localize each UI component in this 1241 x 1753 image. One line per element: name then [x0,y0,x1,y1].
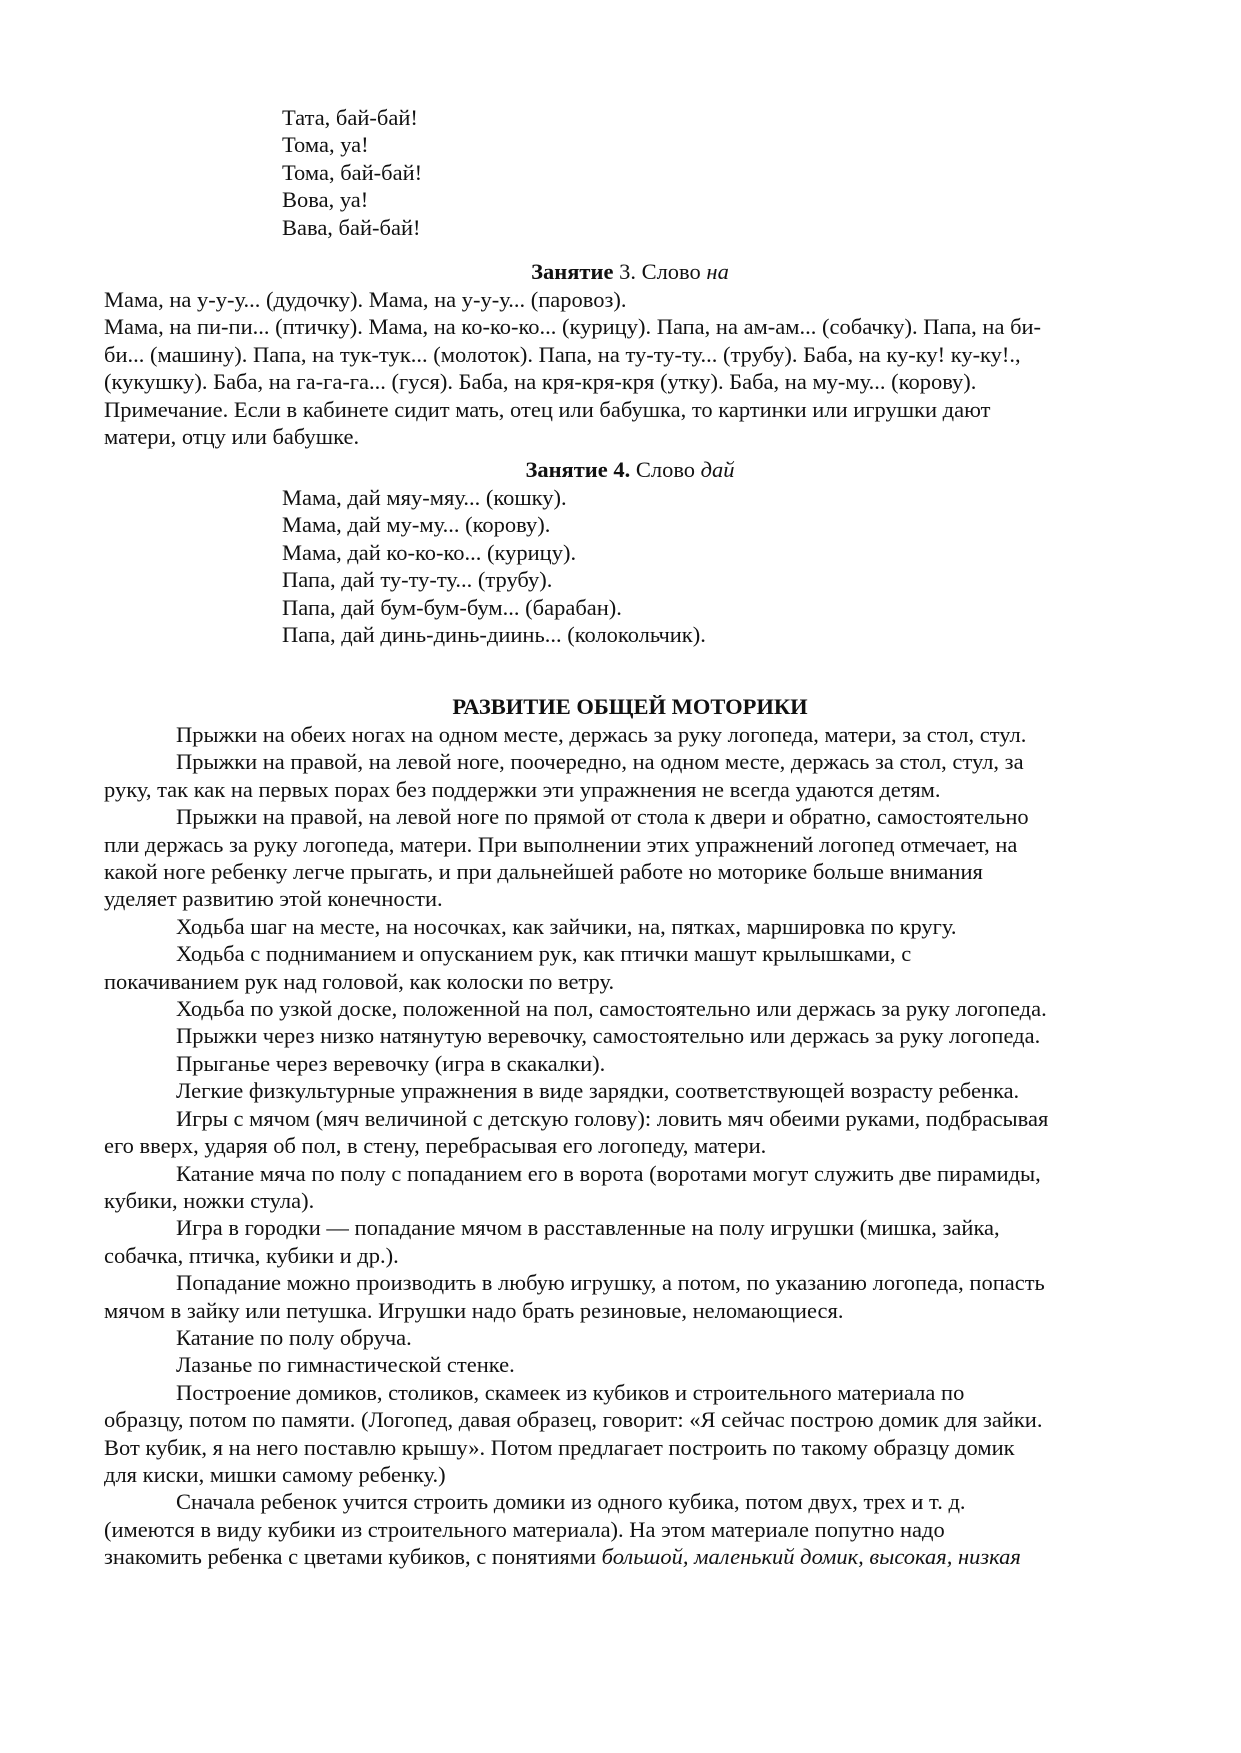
section-line-last-italic: большой, маленький домик, высокая, низкая [601,1544,1021,1570]
lesson-3-title-italic: на [706,259,729,284]
lesson-3-body [104,286,1156,450]
section-heading [104,693,1156,720]
poem-line: Вава, бай-бай! [282,214,421,240]
lesson-4-line: Папа, дай ту-ту-ту... (трубу). [282,567,553,593]
lesson-3-title-bold: Занятие [531,259,614,284]
section-line: Игры с мячом (мяч величиной с детскую голову): ловить мяч обеими руками, подбрасывая [176,1105,1049,1131]
section-line: мячом в зайку или петушка. Игрушки надо брать резиновые, неломающиеся. [104,1297,844,1323]
section-body [104,721,1156,1571]
lesson-4-line: Мама, дай ко-ко-ко... (курицу). [282,539,577,565]
section-line: Прыжки через низко натянутую веревочку, самостоятельно или держась за руку логопеда. [176,1023,1041,1049]
lesson-4-title-italic: дай [700,457,735,482]
lesson-3-title-rest: 3. Слово [613,259,707,284]
section-line: Легкие физкультурные упражнения в виде зарядки, соответствующей возрасту ребенка. [176,1078,1020,1104]
poem-line: Тома, уа! [282,132,369,158]
section-line: покачиванием рук над головой, как колоски по ветру. [104,968,615,994]
poem-line: Тата, бай-бай! [282,105,418,130]
section-line: Прыжки на правой, на левой ноге, поочередно, на одном месте, держась за стол, стул, за [176,749,1024,775]
section-line: кубики, ножки стула). [104,1187,315,1213]
section-line-last [104,1543,1156,1570]
lesson-4-line: Папа, дай бум-бум-бум... (барабан). [282,594,622,620]
poem-line: Тома, бай-бай! [282,159,423,185]
lesson-4-line: Папа, дай динь-динь-диинь... (колокольчик). [282,622,706,648]
section-line: Ходьба шаг на месте, на носочках, как зайчики, на, пятках, маршировка по кругу. [176,913,957,939]
lesson-3-line: Примечание. Если в кабинете сидит мать, отец или бабушка, то картинки или игрушки дают [104,396,991,422]
section-line: Прыжки на обеих ногах на одном месте, держась за руку логопеда, матери, за стол, стул. [176,722,1027,747]
section-line: Игра в городки — попадание мячом в расставленные на полу игрушки (мишка, зайка, [176,1215,1000,1241]
section-line: Катание по полу обруча. [176,1324,412,1350]
section-line: Прыжки на правой, на левой ноге по прямой от стола к двери и обратно, самостоятельно [176,804,1029,830]
section-line: пли держась за руку логопеда, матери. При выполнении этих упражнений логопед отмечает, на [104,831,1018,857]
section-line: уделяет развитию этой конечности. [104,886,443,912]
lesson-4-heading [104,456,1156,483]
lesson-3-line: Мама, на у-у-у... (дудочку). Мама, на у-у-у... (паровоз). [104,287,627,312]
section-line: Лазанье по гимнастической стенке. [176,1352,515,1378]
section-line: Ходьба по узкой доске, положенной на пол, самостоятельно или держась за руку логопеда. [176,996,1047,1022]
lesson-4-title-bold: Занятие 4. [525,457,631,482]
section-line: Вот кубик, я на него поставлю крышу». Потом предлагает построить по такому образцу домик [104,1434,1015,1460]
section-line: Прыганье через веревочку (игра в скакалки). [176,1050,606,1076]
lesson-4-body [104,484,1156,648]
lesson-3-line: би... (машину). Папа, на тук-тук... (молоток). Папа, на ту-ту-ту... (трубу). Баба, на ку-ку! ку-ку!., [104,341,1021,367]
section-line: какой ноге ребенку легче прыгать, и при дальнейшей работе но моторике больше внимания [104,859,983,885]
lesson-4-title-rest: Слово [630,457,701,482]
lesson-3-line: Мама, на пи-пи... (птичку). Мама, на ко-ко-ко... (курицу). Папа, на ам-ам... (собачку). Папа, на би- [104,314,1042,340]
section-line: Построение домиков, столиков, скамеек из кубиков и строительного материала по [176,1379,965,1405]
section-line: Попадание можно производить в любую игрушку, а потом, по указанию логопеда, попасть [176,1270,1045,1296]
lesson-3-heading [104,258,1156,285]
section-line: образцу, потом по памяти. (Логопед, давая образец, говорит: «Я сейчас построю домик для зайки. [104,1407,1043,1433]
section-line: Ходьба с подниманием и опусканием рук, как птички машут крылышками, с [176,941,912,967]
section-line: для киски, мишки самому ребенку.) [104,1461,446,1487]
lesson-4-line: Мама, дай му-му... (корову). [282,512,551,538]
lesson-3-line: (кукушку). Баба, на га-га-га... (гуся). Баба, на кря-кря-кря (утку). Баба, на му-му... (корову). [104,369,977,395]
section-line: (имеются в виду кубики из строительного материала). На этом материале попутно надо [104,1516,945,1542]
poem-block [104,104,1156,241]
section-line: его вверх, ударяя об пол, в стену, перебрасывая его логопеду, матери. [104,1133,767,1159]
section-title: РАЗВИТИЕ ОБЩЕЙ МОТОРИКИ [452,694,808,719]
section-line-last-text: знакомить ребенка с цветами кубиков, с понятиями [104,1544,602,1570]
section-line: Сначала ребенок учится строить домики из одного кубика, потом двух, трех и т. д. [176,1489,966,1515]
section-line: собачка, птичка, кубики и др.). [104,1242,399,1268]
lesson-3-line: матери, отцу или бабушке. [104,424,360,450]
section-line: Катание мяча по полу с попаданием его в ворота (воротами могут служить две пирамиды, [176,1160,1041,1186]
lesson-4-line: Мама, дай мяу-мяу... (кошку). [282,485,567,510]
section-line: руку, так как на первых порах без поддержки эти упражнения не всегда удаются детям. [104,776,941,802]
poem-line: Вова, уа! [282,187,369,213]
